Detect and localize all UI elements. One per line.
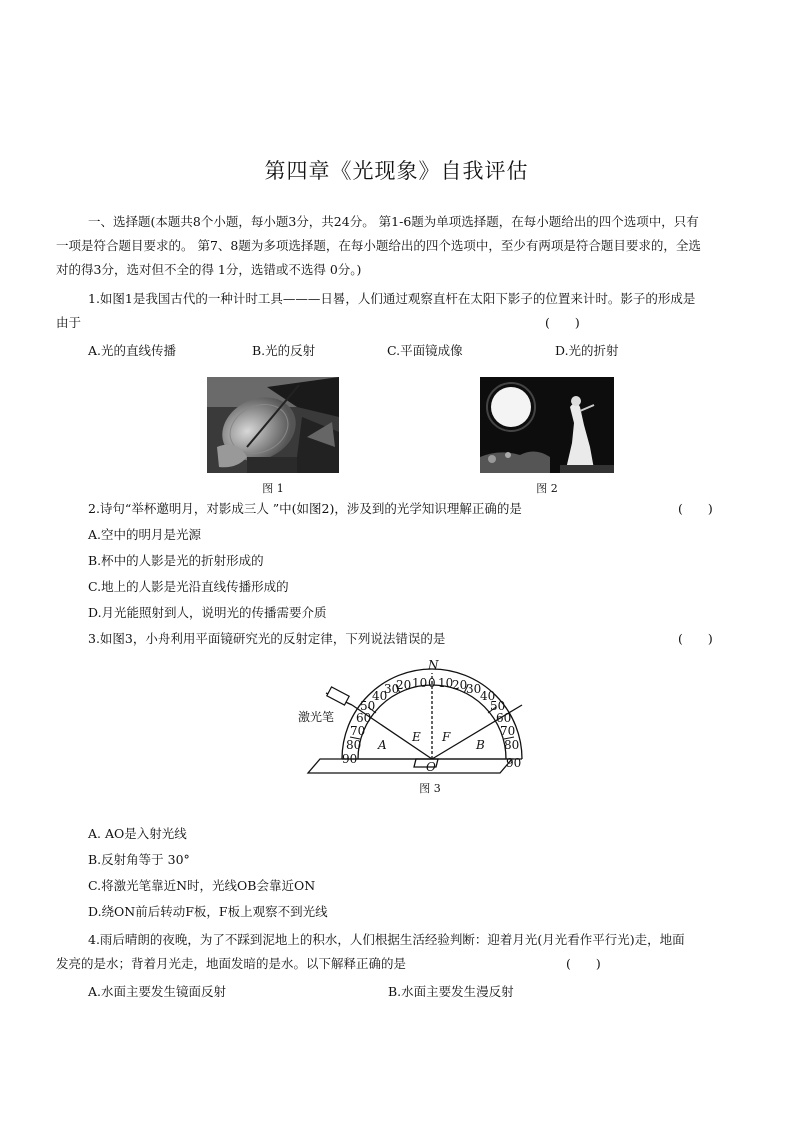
label-o: O — [426, 760, 436, 774]
tick-right-80: 80 — [504, 738, 520, 752]
figure-2-moon-image — [480, 377, 614, 473]
q1-stem-line-2: 由于 — [56, 315, 82, 330]
q2-stem: 2.诗句“举杯邀明月，对影成三人 ”中(如图2)，涉及到的光学知识理解正确的是 — [88, 501, 522, 516]
tick-right-10: 10 — [438, 676, 454, 690]
label-a: A — [378, 738, 387, 752]
tick-right-30: 30 — [466, 682, 482, 696]
q1-option-b: B.光的反射 — [252, 343, 316, 358]
figure-1-caption: 图 1 — [262, 482, 284, 495]
q2-answer-paren: ( ) — [678, 501, 713, 516]
q1-answer-paren: ( ) — [545, 315, 580, 330]
q2-option-d: D.月光能照射到人，说明光的传播需要介质 — [88, 605, 327, 620]
tick-right-50: 50 — [490, 699, 506, 713]
section-intro-line-3: 对的得3分，选对但不全的得 1分，选错或不选得 0分。) — [56, 262, 362, 277]
q1-stem-line-1: 1.如图1是我国古代的一种计时工具———日晷，人们通过观察直杆在太阳下影子的位置来计时。影子的形成是 — [88, 291, 696, 306]
tick-left-20: 20 — [396, 678, 412, 692]
tick-right-90: 90 — [506, 756, 522, 770]
q4-answer-paren: ( ) — [566, 956, 601, 971]
q2-option-a: A.空中的明月是光源 — [88, 527, 202, 542]
label-b: B — [476, 738, 485, 752]
figure-3-reflection-diagram — [290, 655, 540, 780]
q4-option-b: B.水面主要发生漫反射 — [388, 984, 514, 999]
q3-stem: 3.如图3，小舟利用平面镜研究光的反射定律，下列说法错误的是 — [88, 631, 446, 646]
tick-left-70: 70 — [350, 724, 366, 738]
tick-left-90: 90 — [342, 752, 358, 766]
tick-left-60: 60 — [356, 711, 372, 725]
tick-left-30: 30 — [384, 682, 400, 696]
q4-stem-line-2: 发亮的是水；背着月光走，地面发暗的是水。以下解释正确的是 — [56, 956, 407, 971]
figure-2-caption: 图 2 — [536, 482, 558, 495]
q1-option-c: C.平面镜成像 — [387, 343, 463, 358]
q4-stem-line-1: 4.雨后晴朗的夜晚，为了不踩到泥地上的积水，人们根据生活经验判断：迎着月光(月光看作平行光)走，地面 — [88, 932, 685, 947]
tick-right-40: 40 — [480, 689, 496, 703]
tick-left-10: 10 — [412, 676, 428, 690]
section-intro-line-1: 一、选择题(本题共8个小题，每小题3分，共24分。 第1-6题为单项选择题，在每小题给出的四个选项中，只有 — [88, 214, 699, 229]
tick-right-20: 20 — [452, 678, 468, 692]
q3-option-c: C.将激光笔靠近N时，光线OB会靠近ON — [88, 878, 316, 893]
q1-option-d: D.光的折射 — [555, 343, 619, 358]
tick-center-0: 0 — [428, 676, 436, 690]
laser-pen-label: 激光笔 — [298, 710, 335, 724]
figure-1-sundial-image — [207, 377, 339, 473]
q4-option-a: A.水面主要发生镜面反射 — [88, 984, 227, 999]
q1-option-a: A.光的直线传播 — [88, 343, 177, 358]
q3-option-b: B.反射角等于 30° — [88, 852, 190, 867]
figure-3-caption: 图 3 — [419, 782, 441, 795]
q2-option-c: C.地上的人影是光沿直线传播形成的 — [88, 579, 289, 594]
tick-left-50: 50 — [360, 699, 376, 713]
section-intro-line-2: 一项是符合题目要求的。 第7、8题为多项选择题，在每小题给出的四个选项中，至少有两项是符合题目要求的，全选 — [56, 238, 701, 253]
tick-left-40: 40 — [372, 689, 388, 703]
tick-right-60: 60 — [496, 711, 512, 725]
q3-option-a: A. AO是入射光线 — [88, 826, 187, 841]
q3-option-d: D.绕ON前后转动F板，F板上观察不到光线 — [88, 904, 328, 919]
page-title: 第四章《光现象》自我评估 — [264, 159, 529, 183]
laser-pen-icon — [327, 687, 349, 705]
label-f: F — [442, 730, 451, 744]
q2-option-b: B.杯中的人影是光的折射形成的 — [88, 553, 264, 568]
label-e: E — [412, 730, 421, 744]
tick-left-80: 80 — [346, 738, 362, 752]
q3-answer-paren: ( ) — [678, 631, 713, 646]
normal-n-label: N — [428, 658, 439, 672]
tick-right-70: 70 — [500, 724, 516, 738]
